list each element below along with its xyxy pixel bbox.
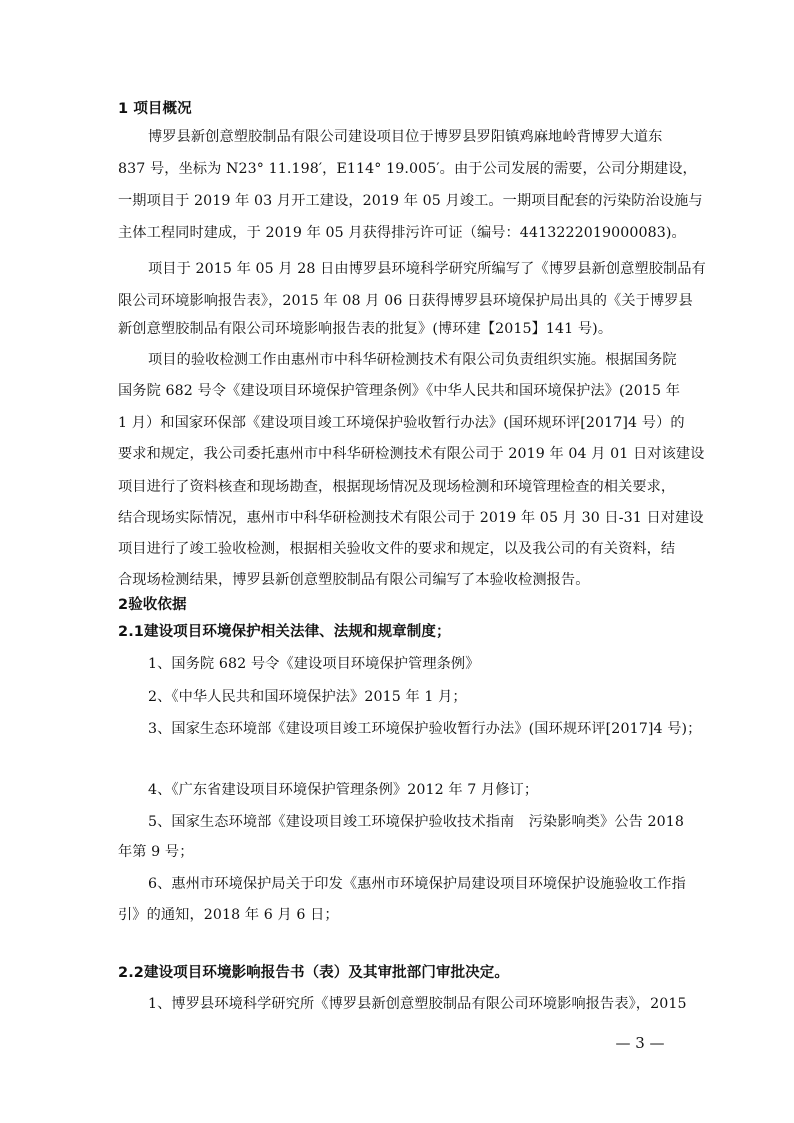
paragraph-2-line: 项目于 2015 年 05 月 28 日由博罗县环境科学研究所编写了《博罗县新创意塑胶制品有 [148,261,706,277]
paragraph-3-line: 项目进行了竣工验收检测，根据相关验收文件的要求和规定，以及我公司的有关资料，结 [118,541,676,557]
paragraph-1-line: 837 号，坐标为 N23° 11.198′，E114° 19.005′。由于公司发展的需要，公司分期建设， [118,161,697,177]
page-number: — 3 — [615,1034,665,1052]
paragraph-3-line: 结合现场实际情况，惠州市中科华研检测技术有限公司于 2019 年 05 月 30 日-31 日对建设 [118,510,704,526]
paragraph-2-line: 新创意塑胶制品有限公司环境影响报告表的批复》(博环建【2015】141 号)。 [118,321,613,337]
paragraph-3-line: 要求和规定，我公司委托惠州市中科华研检测技术有限公司于 2019 年 04 月 01 日对该建设 [118,446,705,462]
paragraph-3-line: 项目的验收检测工作由惠州市中科华研检测技术有限公司负责组织实施。根据国务院 [148,352,677,368]
section-2-1-title: 2.1建设项目环境保护相关法律、法规和规章制度； [118,624,451,640]
list-item: 年第 9 号； [118,844,194,860]
section-1-title: 1 项目概况 [118,101,192,117]
list-item: 引》的通知，2018 年 6 月 6 日； [118,907,339,923]
list-item: 2、《中华人民共和国环境保护法》2015 年 1 月； [148,689,467,705]
section-2-title: 2验收依据 [118,597,187,613]
paragraph-1-line: 主体工程同时建成，于 2019 年 05 月获得排污许可证（编号：4413222019000083)。 [118,225,686,241]
paragraph-1-line: 一期项目于 2019 年 03 月开工建设，2019 年 05 月竣工。一期项目配套的污染防治设施与 [118,193,703,209]
list-item: 3、国家生态环境部《建设项目竣工环境保护验收暂行办法》(国环规环评[2017]4 号)； [148,721,702,737]
paragraph-1-line: 博罗县新创意塑胶制品有限公司建设项目位于博罗县罗阳镇鸡麻地岭背博罗大道东 [148,129,663,145]
paragraph-3-line: 1 月）和国家环保部《建设项目竣工环境保护验收暂行办法》(国环规环评[2017]4 号）的 [118,415,685,431]
paragraph-2-line: 限公司环境影响报告表》，2015 年 08 月 06 日获得博罗县环境保护局出具的《关于博罗县 [118,293,693,309]
list-item: 6、惠州市环境保护局关于印发《惠州市环境保护局建设项目环境保护设施验收工作指 [148,876,686,892]
list-item: 4、《广东省建设项目环境保护管理条例》2012 年 7 月修订； [148,782,539,798]
section-2-2-title: 2.2建设项目环境影响报告书（表）及其审批部门审批决定。 [118,965,509,981]
list-item: 1、博罗县环境科学研究所《博罗县新创意塑胶制品有限公司环境影响报告表》，2015 [148,996,687,1012]
paragraph-3-line: 国务院 682 号令《建设项目环境保护管理条例》《中华人民共和国环境保护法》(2015 年 [118,383,681,399]
paragraph-3-line: 合现场检测结果，博罗县新创意塑胶制品有限公司编写了本验收检测报告。 [118,572,590,588]
list-item: 1、国务院 682 号令《建设项目环境保护管理条例》 [148,656,480,672]
list-item: 5、国家生态环境部《建设项目竣工环境保护验收技术指南 污染影响类》公告 2018 [148,814,685,830]
paragraph-3-line: 项目进行了资料核查和现场勘查，根据现场情况及现场检测和环境管理检查的相关要求， [118,479,676,495]
